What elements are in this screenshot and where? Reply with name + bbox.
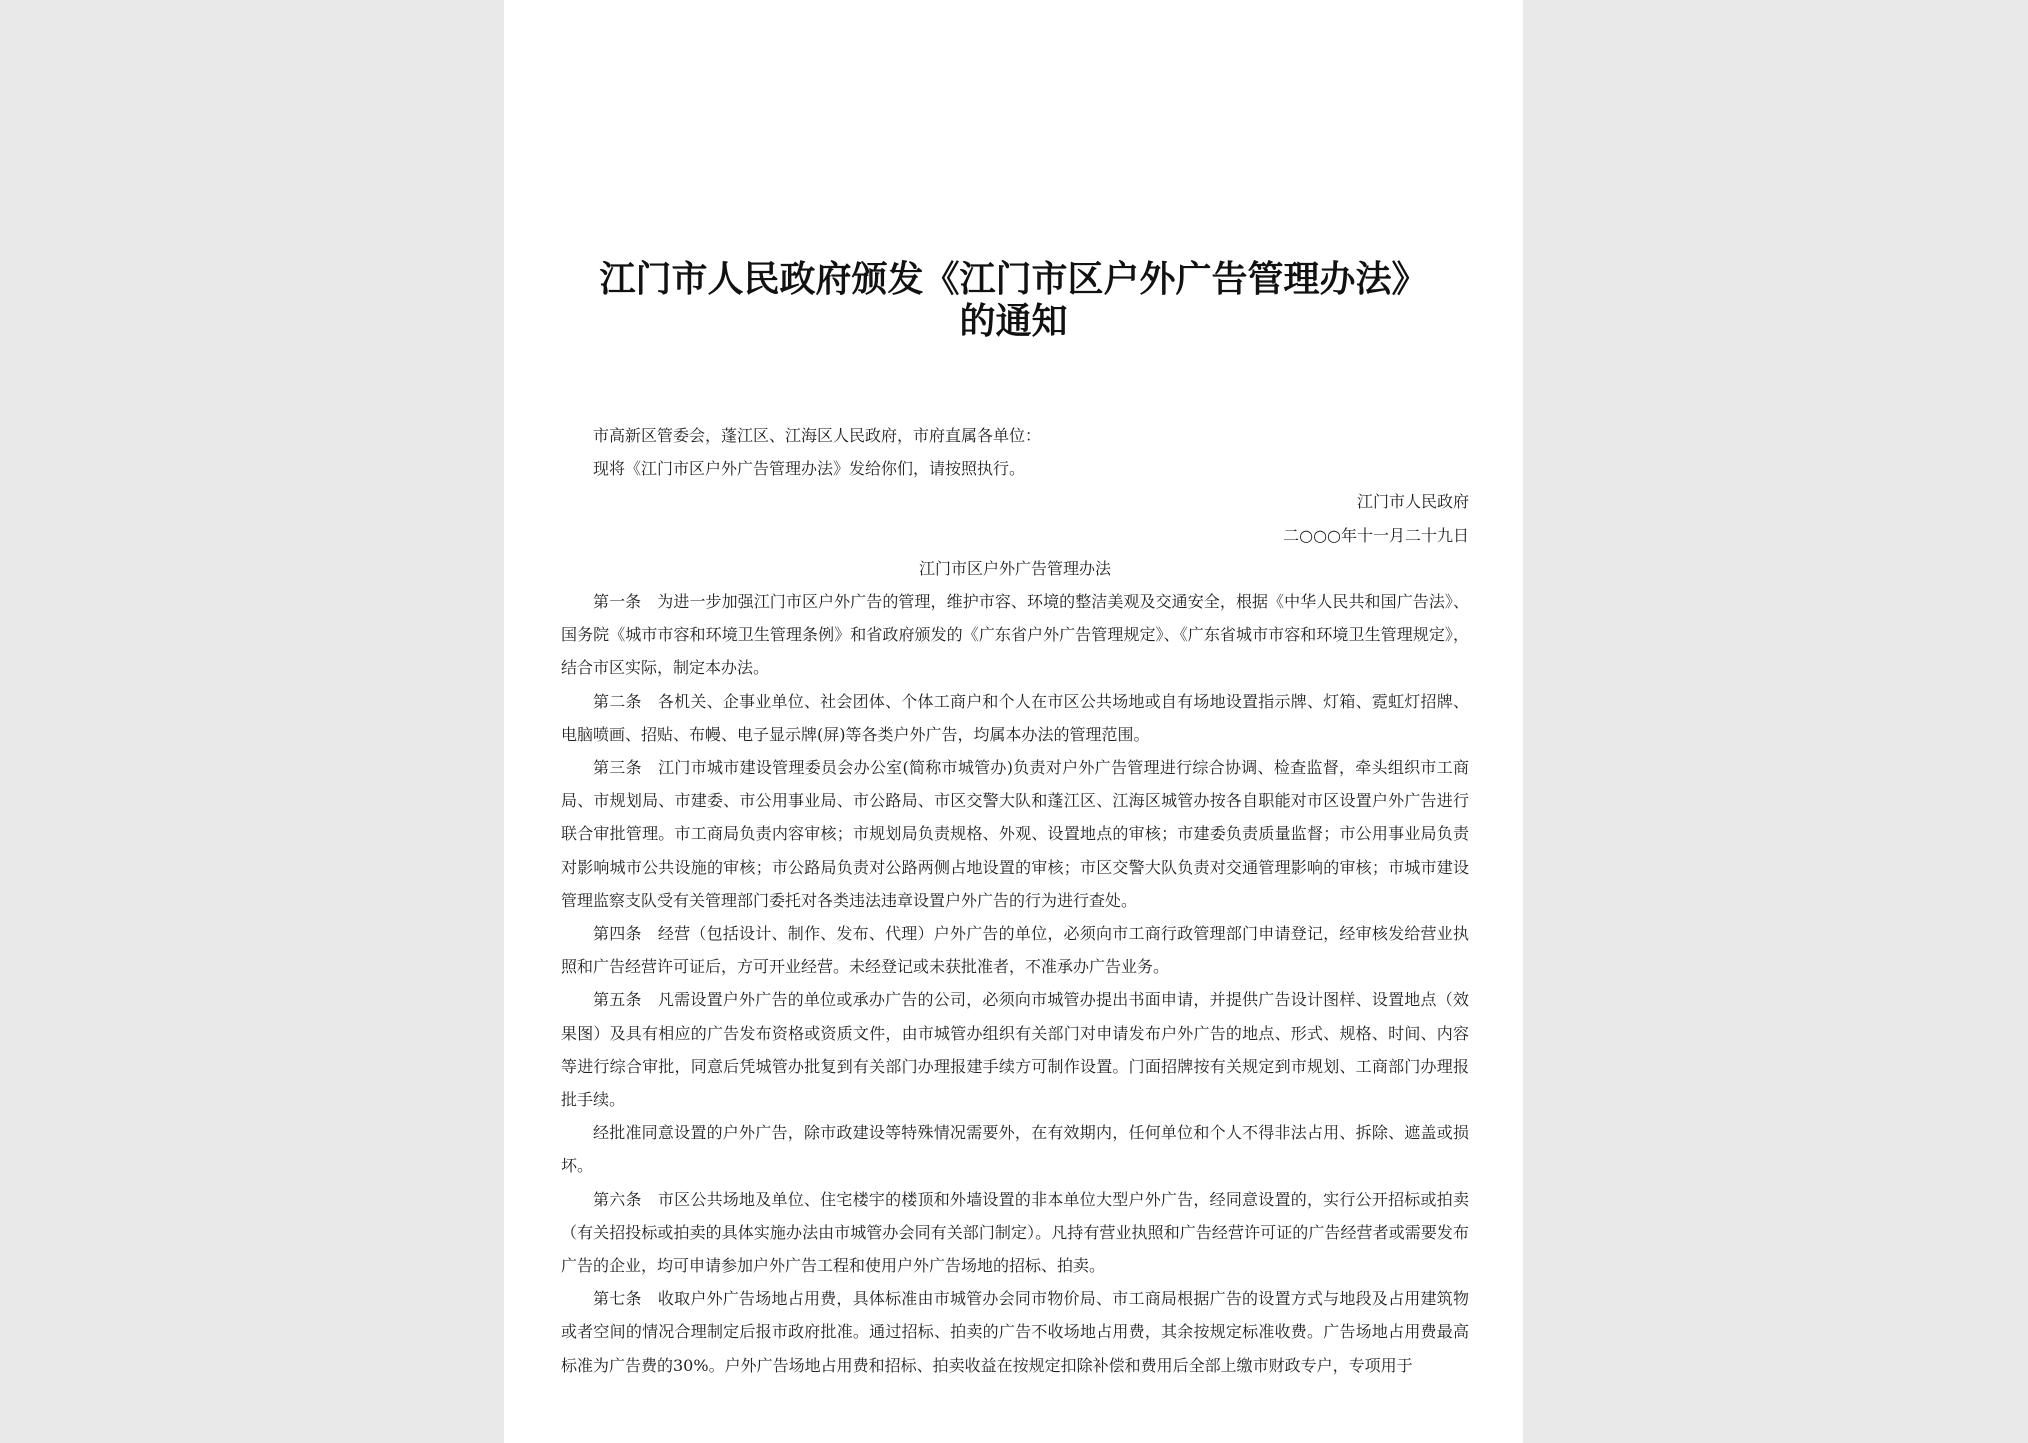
document-page bbox=[504, 0, 1523, 1443]
article-7: 第七条 收取户外广告场地占用费，具体标准由市城管办会同市物价局、市工商局根据广告的设置方式与地段及占用建筑物或者空间的情况合理制定后报市政府批准。通过招标、拍卖的广告不收场地占用费，其余按规定标准收费。广告场地占用费最高标准为广告费的30%。户外广告场地占用费和招标、拍卖收益在按规定扣除补偿和费用后全部上缴市财政专户，专项用于 bbox=[561, 1289, 1469, 1375]
title-line-2: 的通知 bbox=[959, 300, 1068, 342]
article-1: 第一条 为进一步加强江门市区户外广告的管理，维护市容、环境的整洁美观及交通安全，根据《中华人民共和国广告法》、国务院《城市市容和环境卫生管理条例》和省政府颁发的《广东省户外广告管理规定》、《广东省城市市容和环境卫生管理规定》，结合市区实际，制定本办法。 bbox=[561, 592, 1469, 678]
regulation-title: 江门市区户外广告管理办法 bbox=[918, 558, 1111, 578]
document-title bbox=[504, 258, 1523, 342]
intro-paragraph: 现将《江门市区户外广告管理办法》发给你们，请按照执行。 bbox=[593, 459, 1026, 479]
article-5-para-2: 经批准同意设置的户外广告，除市政建设等特殊情况需要外，在有效期内，任何单位和个人不得非法占用、拆除、遮盖或损坏。 bbox=[561, 1123, 1469, 1176]
issuer: 江门市人民政府 bbox=[1356, 492, 1469, 512]
article-4: 第四条 经营（包括设计、制作、发布、代理）户外广告的单位，必须向市工商行政管理部门申请登记，经审核发给营业执照和广告经营许可证后，方可开业经营。未经登记或未获批准者，不准承办广告业务。 bbox=[561, 924, 1469, 977]
title-line-1: 江门市人民政府颁发《江门市区户外广告管理办法》 bbox=[599, 258, 1428, 300]
article-3: 第三条 江门市城市建设管理委员会办公室(简称市城管办)负责对户外广告管理进行综合协调、检查监督，牵头组织市工商局、市规划局、市建委、市公用事业局、市公路局、市区交警大队和蓬江区、江海区城管办按各自职能对市区设置户外广告进行联合审批管理。市工商局负责内容审核；市规划局负责规格、外观、设置地点的审核；市建委负责质量监督；市公用事业局负责对影响城市公共设施的审核；市公路局负责对公路两侧占地设置的审核；市区交警大队负责对交通管理影响的审核；市城市建设管理监察支队受有关管理部门委托对各类违法违章设置户外广告的行为进行查处。 bbox=[561, 758, 1469, 910]
addressee: 市高新区管委会，蓬江区、江海区人民政府，市府直属各单位： bbox=[593, 426, 1042, 445]
issue-date: 二○○○年十一月二十九日 bbox=[1283, 525, 1469, 545]
article-2: 第二条 各机关、企事业单位、社会团体、个体工商户和个人在市区公共场地或自有场地设置指示牌、灯箱、霓虹灯招牌、电脑喷画、招贴、布幔、电子显示牌(屏)等各类户外广告，均属本办法的管理范围。 bbox=[561, 691, 1469, 744]
document-body bbox=[561, 419, 1469, 1382]
article-6: 第六条 市区公共场地及单位、住宅楼宇的楼顶和外墙设置的非本单位大型户外广告，经同意设置的，实行公开招标或拍卖（有关招投标或拍卖的具体实施办法由市城管办会同有关部门制定）。凡持有营业执照和广告经营许可证的广告经营者或需要发布广告的企业，均可申请参加户外广告工程和使用户外广告场地的招标、拍卖。 bbox=[561, 1189, 1469, 1276]
article-5: 第五条 凡需设置户外广告的单位或承办广告的公司，必须向市城管办提出书面申请，并提供广告设计图样、设置地点（效果图）及具有相应的广告发布资格或资质文件，由市城管办组织有关部门对申请发布户外广告的地点、形式、规格、时间、内容等进行综合审批，同意后凭城管办批复到有关部门办理报建手续方可制作设置。门面招牌按有关规定到市规划、工商部门办理报批手续。 bbox=[561, 990, 1469, 1110]
